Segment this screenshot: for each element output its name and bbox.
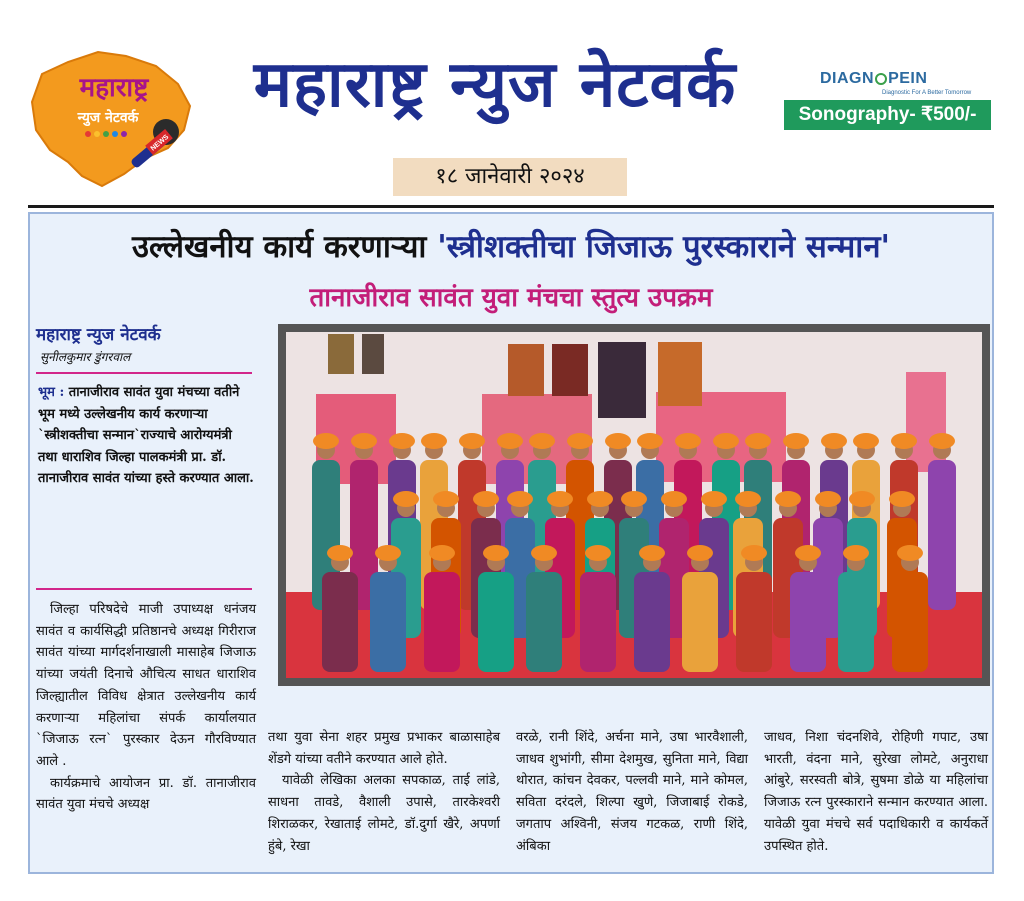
masthead-divider (28, 205, 994, 208)
photo-person (892, 572, 928, 672)
photo-turban (675, 433, 701, 449)
column-2-paragraph-1: तथा युवा सेना शहर प्रमुख प्रभाकर बाळासाहेब शेंडगे यांच्या वतीने करण्यात आले होते. (268, 730, 500, 767)
photo-person (736, 572, 772, 672)
photo-turban (375, 545, 401, 561)
column-2-paragraph-2: यावेळी लेखिका अलका सपकाळ, ताई लांडे, साधना तावडे, वैशाली उपासे, तारकेश्वरी शिराळकर, रेखाताई लोमटे, डॉ.दुर्गा खैरे, अपर्णा हुंबे, रेखा (268, 773, 500, 854)
photo-turban (929, 433, 955, 449)
photo-turban (497, 433, 523, 449)
photo-turban (853, 433, 879, 449)
mic-label: NEWS (149, 133, 171, 153)
photo-turban (741, 545, 767, 561)
photo-turban (605, 433, 631, 449)
photo-turban (313, 433, 339, 449)
photo-turban (713, 433, 739, 449)
photo-person (838, 572, 874, 672)
photo-turban (351, 433, 377, 449)
column-1 (36, 599, 256, 816)
photo-turban (815, 491, 841, 507)
photo-turban (745, 433, 771, 449)
photo-turban (821, 433, 847, 449)
lead-text: तानाजीराव सावंत युवा मंचच्या वतीने भूम मध्ये उल्लेखनीय कार्य करणाऱ्या `स्त्रीशक्तीचा सन्मान`राज्याचे आरोग्यमंत्री तथा धाराशिव जिल्हा पालकमंत्री प्रा. डॉ. तानाजीराव सावंत यांच्या हस्ते करण्यात आला. (38, 385, 254, 486)
group-photo-image (286, 332, 982, 678)
headline-part-1: उल्लेखनीय कार्य करणाऱ्या (131, 229, 427, 265)
photo-turban (507, 491, 533, 507)
ad-tagline: Diagnostic For A Better Tomorrow (882, 90, 972, 96)
photo-turban (637, 433, 663, 449)
column-3 (516, 727, 748, 857)
photo-person (790, 572, 826, 672)
issue-date: १८ जानेवारी २०२४ (393, 158, 627, 196)
photo-turban (783, 433, 809, 449)
column-1-paragraph-1: जिल्हा परिषदेचे माजी उपाध्यक्ष धनंजय सावंत व कार्यसिद्धी प्रतिष्ठानचे अध्यक्ष गिरीराज सावंत यांच्या मार्गदर्शनाखाली मासाहेब जिजाऊ यांच्या जयंती दिनाचे औचित्य साधत धाराशिव जिल्ह्यातील विविध क्षेत्रात उल्लेखनीय कार्य करणाऱ्या महिलांचा संपर्क कार्यालयात `जिजाऊ रत्न` पुरस्कार देऊन गौरविण्यात आले . (36, 602, 256, 769)
headline-part-2: 'स्त्रीशक्तीचा जिजाऊ पुरस्काराने सन्मान' (437, 229, 891, 265)
photo-turban (735, 491, 761, 507)
column-1-paragraph-2: कार्यक्रमाचे आयोजन प्रा. डॉ. तानाजीराव सावंत युवा मंचचे अध्यक्ष (36, 775, 256, 813)
photo-turban (849, 491, 875, 507)
logo-subtitle: न्युज नेटवर्क (77, 110, 139, 126)
photo-turban (843, 545, 869, 561)
byline-organization: महाराष्ट्र न्युज नेटवर्क (36, 325, 161, 345)
column-4-paragraph-1: जाधव, निशा चंदनशिवे, रोहिणी गपाट, उषा भारती, वंदना माने, सुरेखा लोमटे, अनुराधा आंबुरे, सरस्वती बोत्रे, सुषमा डोळे या महिलांचा जिजाऊ रत्न पुरस्काराने सन्मान करण्यात आला. यावेळी युवा मंचचे सर्व पदाधिकारी व कार्यकर्ते उपस्थित होते. (764, 730, 988, 854)
column-4 (764, 727, 988, 857)
photo-turban (775, 491, 801, 507)
column-2 (268, 727, 500, 857)
photo-turban (531, 545, 557, 561)
article-headline (28, 225, 994, 269)
photo-turban (891, 433, 917, 449)
ad-offer: Sonography- ₹500/- (784, 100, 991, 130)
dateline: भूम : (38, 385, 65, 400)
lead-bottom-rule (36, 588, 252, 590)
photo-turban (567, 433, 593, 449)
photo-person (634, 572, 670, 672)
logo-word: महाराष्ट्र (79, 73, 149, 103)
photo-turban (327, 545, 353, 561)
photo-turban (529, 433, 555, 449)
photo-turban (587, 491, 613, 507)
photo-turban (585, 545, 611, 561)
photo-person (928, 460, 956, 610)
ad-brand: DIAGN PEIN (820, 70, 928, 87)
article-subheadline: तानाजीराव सावंत युवा मंचचा स्तुत्य उपक्रम (309, 283, 713, 313)
byline-author: सुनीलकुमार डुंगरवाल (40, 350, 131, 364)
lead-top-rule (36, 372, 252, 374)
photo-turban (897, 545, 923, 561)
lead-paragraph (38, 382, 254, 490)
photo-turban (421, 433, 447, 449)
photo-turban (459, 433, 485, 449)
photo-turban (701, 491, 727, 507)
photo-turban (429, 545, 455, 561)
photo-turban (889, 491, 915, 507)
photo-turban (433, 491, 459, 507)
photo-person (526, 572, 562, 672)
column-3-paragraph-1: वरळे, रानी शिंदे, अर्चना माने, उषा भारवैशाली, जाधव शुभांगी, सीमा देशमुख, सुनिता माने, विद्या थोरात, कांचन देवकर, पल्लवी माने, माने कोमल, सविता दरंदले, शिल्पा खुणे, जिजाबाई रोकडे, जगताप अश्विनी, संजय गटकळ, राणी शिंदे, अंबिका (516, 730, 748, 854)
photo-turban (547, 491, 573, 507)
photo-turban (473, 491, 499, 507)
photo-turban (687, 545, 713, 561)
photo-turban (393, 491, 419, 507)
photo-person (322, 572, 358, 672)
photo-person (478, 572, 514, 672)
photo-person (424, 572, 460, 672)
masthead-title: महाराष्ट्र न्युज नेटवर्क (253, 48, 737, 122)
photo-turban (661, 491, 687, 507)
photo-turban (621, 491, 647, 507)
photo-turban (483, 545, 509, 561)
photo-turban (795, 545, 821, 561)
brand-o-icon (875, 73, 887, 85)
group-photo[interactable] (278, 324, 990, 686)
photo-turban (389, 433, 415, 449)
photo-turban (639, 545, 665, 561)
sonography-ad[interactable] (784, 68, 994, 138)
photo-person (580, 572, 616, 672)
photo-person (682, 572, 718, 672)
photo-person (370, 572, 406, 672)
brand-logo (28, 44, 198, 194)
